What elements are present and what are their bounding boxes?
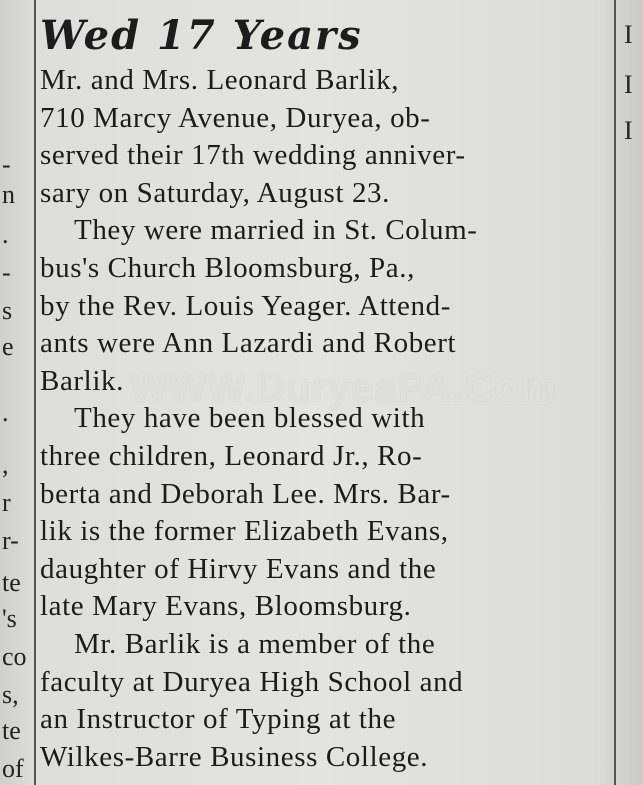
article-line: faculty at Duryea High School and bbox=[40, 665, 464, 698]
article-line: 710 Marcy Avenue, Duryea, ob- bbox=[40, 101, 431, 134]
column-fragment: co bbox=[2, 642, 27, 671]
article-line: bus's Church Bloomsburg, Pa., bbox=[40, 251, 415, 284]
column-fragment: I bbox=[624, 70, 633, 99]
article-line: Mr. and Mrs. Leonard Barlik, bbox=[40, 64, 400, 96]
article-headline: Wed 17 Years bbox=[40, 12, 363, 59]
column-fragment: . bbox=[2, 220, 9, 249]
column-fragment: te bbox=[2, 716, 21, 745]
column-fragment: n bbox=[2, 180, 15, 209]
adjacent-column-left bbox=[0, 0, 30, 785]
article-line: ants were Ann Lazardi and Robert bbox=[40, 327, 457, 360]
column-fragment: te bbox=[2, 568, 21, 597]
column-fragment: - bbox=[2, 258, 11, 287]
column-fragment: of bbox=[2, 754, 24, 783]
article-line: sary on Saturday, August 23. bbox=[40, 176, 391, 209]
article-line: Barlik. bbox=[40, 364, 124, 397]
article-line: an Instructor of Typing at the bbox=[40, 703, 397, 736]
column-fragment: r bbox=[2, 488, 11, 517]
article-line: berta and Deborah Lee. Mrs. Bar- bbox=[40, 477, 451, 510]
column-rule-right bbox=[614, 0, 616, 785]
article-line: daughter of Hirvy Evans and the bbox=[40, 552, 437, 585]
site-watermark: WWW.DuryeaPA.Com bbox=[130, 366, 557, 410]
column-rule-left bbox=[34, 0, 36, 785]
article-line: served their 17th wedding anniver- bbox=[40, 139, 466, 172]
article-line: three children, Leonard Jr., Ro- bbox=[40, 439, 423, 472]
column-fragment: r- bbox=[2, 526, 19, 555]
column-fragment: I bbox=[624, 116, 633, 145]
article-line: They were married in St. Colum- bbox=[74, 214, 478, 247]
column-fragment: e bbox=[2, 332, 14, 361]
column-fragment: . bbox=[2, 398, 9, 427]
column-fragment: s bbox=[2, 296, 13, 325]
article-line: lik is the former Elizabeth Evans, bbox=[40, 515, 449, 548]
column-fragment: 's bbox=[2, 604, 17, 633]
adjacent-column-right bbox=[622, 0, 643, 785]
article-line: They have been blessed with bbox=[74, 402, 426, 435]
article-line: Wilkes-Barre Business College. bbox=[40, 740, 429, 773]
column-fragment: I bbox=[624, 20, 633, 49]
article-line: by the Rev. Louis Yeager. Attend- bbox=[40, 289, 451, 322]
column-fragment: s, bbox=[2, 680, 19, 709]
column-fragment: , bbox=[2, 450, 9, 479]
article-line: late Mary Evans, Bloomsburg. bbox=[40, 590, 412, 623]
column-fragment: - bbox=[2, 150, 11, 179]
article-line: Mr. Barlik is a member of the bbox=[74, 627, 436, 660]
